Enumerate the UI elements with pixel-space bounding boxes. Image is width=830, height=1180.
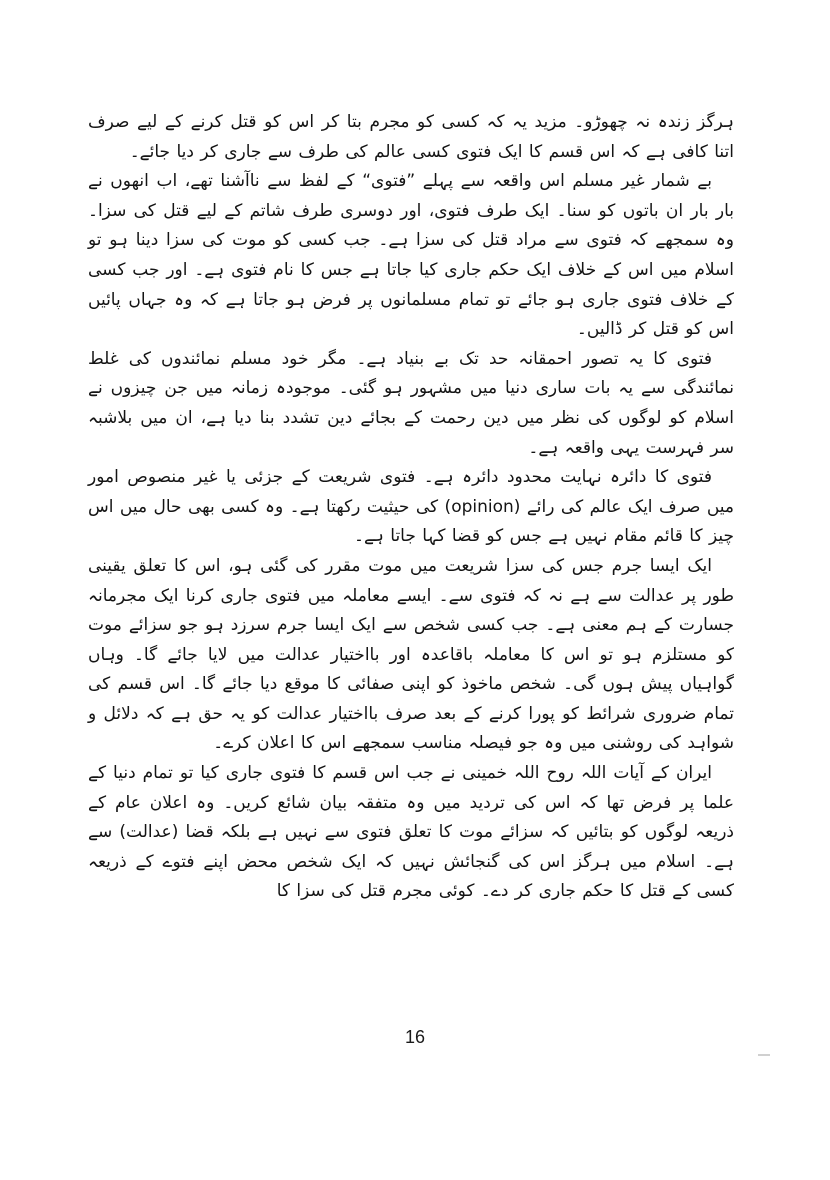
- paragraph-4: فتوی کا دائرہ نہایت محدود دائرہ ہے۔ فتوی شریعت کے جزئی یا غیر منصوص امور میں صرف ایک عالم کی رائے (opinion) کی حیثیت رکھتا ہے۔ وہ کسی بھی حال میں اس چیز کا قائم مقام نہیں ہے جس کو قضا کہا جاتا ہے۔: [88, 467, 735, 547]
- body-text: [88, 108, 734, 907]
- page-number: 16: [404, 1027, 426, 1047]
- paragraph-5: ایک ایسا جرم جس کی سزا شریعت میں موت مقرر کی گئی ہو، اس کا تعلق یقینی طور پر عدالت سے ہے نہ کہ فتوی سے۔ ایسے معاملہ میں فتوی جاری کرنا ایک مجرمانہ جسارت کے ہم معنی ہے۔ جب کسی شخص سے ایک ایسا جرم سرزد ہو جو سزائے موت کو مستلزم ہو تو اس کا معاملہ باقاعدہ اور بااختیار عدالت میں لایا جائے گا۔ وہاں گواہیاں پیش ہوں گی۔ شخص ماخوذ کو اپنی صفائی کا موقع دیا جائے گا۔ اس قسم کی تمام ضروری شرائط کو پورا کرنے کے بعد صرف بااختیار عدالت کو یہ حق ہے کہ دلائل و شواہد کی روشنی میں وہ جو فیصلہ مناسب سمجھے اس کا اعلان کرے۔: [88, 555, 734, 754]
- paragraph-2: بے شمار غیر مسلم اس واقعہ سے پہلے ”فتوی“ کے لفظ سے ناآشنا تھے، اب انھوں نے بار بار ان باتوں کو سنا۔ ایک طرف فتوی، اور دوسری طرف شاتم کے لیے قتل کی سزا۔ وہ سمجھے کہ فتوی سے مراد قتل کی سزا ہے۔ جب کسی کو موت کی سزا دینا ہو تو اسلام میں اس کے خلاف ایک حکم جاری کیا جاتا ہے جس کا نام فتوی ہے۔ اور جب کسی کے خلاف فتوی جاری ہو جائے تو تمام مسلمانوں پر فرض ہو جاتا ہے کہ وہ جہاں پائیں اس کو قتل کر ڈالیں۔: [88, 171, 734, 340]
- paragraph-3: فتوی کا یہ تصور احمقانہ حد تک بے بنیاد ہے۔ مگر خود مسلم نمائندوں کی غلط نمائندگی سے یہ بات ساری دنیا میں مشہور ہو گئی۔ موجودہ زمانہ میں جن چیزوں نے اسلام کو لوگوں کی نظر میں دین رحمت کے بجائے دین تشدد بنا دیا ہے، ان میں بلاشبہ سر فہرست یہی واقعہ ہے۔: [88, 348, 734, 458]
- scan-speck: [758, 1054, 770, 1056]
- paragraph-1: ہرگز زندہ نہ چھوڑو۔ مزید یہ کہ کسی کو مجرم بتا کر اس کو قتل کرنے کے لیے صرف اتنا کافی ہے کہ اس قسم کا ایک فتوی کسی عالم کی طرف سے جاری کر دیا جائے۔: [88, 112, 734, 162]
- paragraph-6: ایران کے آیات اللہ روح اللہ خمینی نے جب اس قسم کا فتوی جاری کیا تو تمام دنیا کے علما پر فرض تھا کہ اس کی تردید میں وہ متفقہ بیان شائع کریں۔ وہ اعلان عام کے ذریعہ لوگوں کو بتائیں کہ سزائے موت کا تعلق فتوی سے نہیں ہے بلکہ قضا (عدالت) سے ہے۔ اسلام میں ہرگز اس کی گنجائش نہیں کہ ایک شخص محض اپنے فتوے کے ذریعہ کسی کے قتل کا حکم جاری کر دے۔ کوئی مجرم قتل کی سزا کا: [88, 763, 734, 902]
